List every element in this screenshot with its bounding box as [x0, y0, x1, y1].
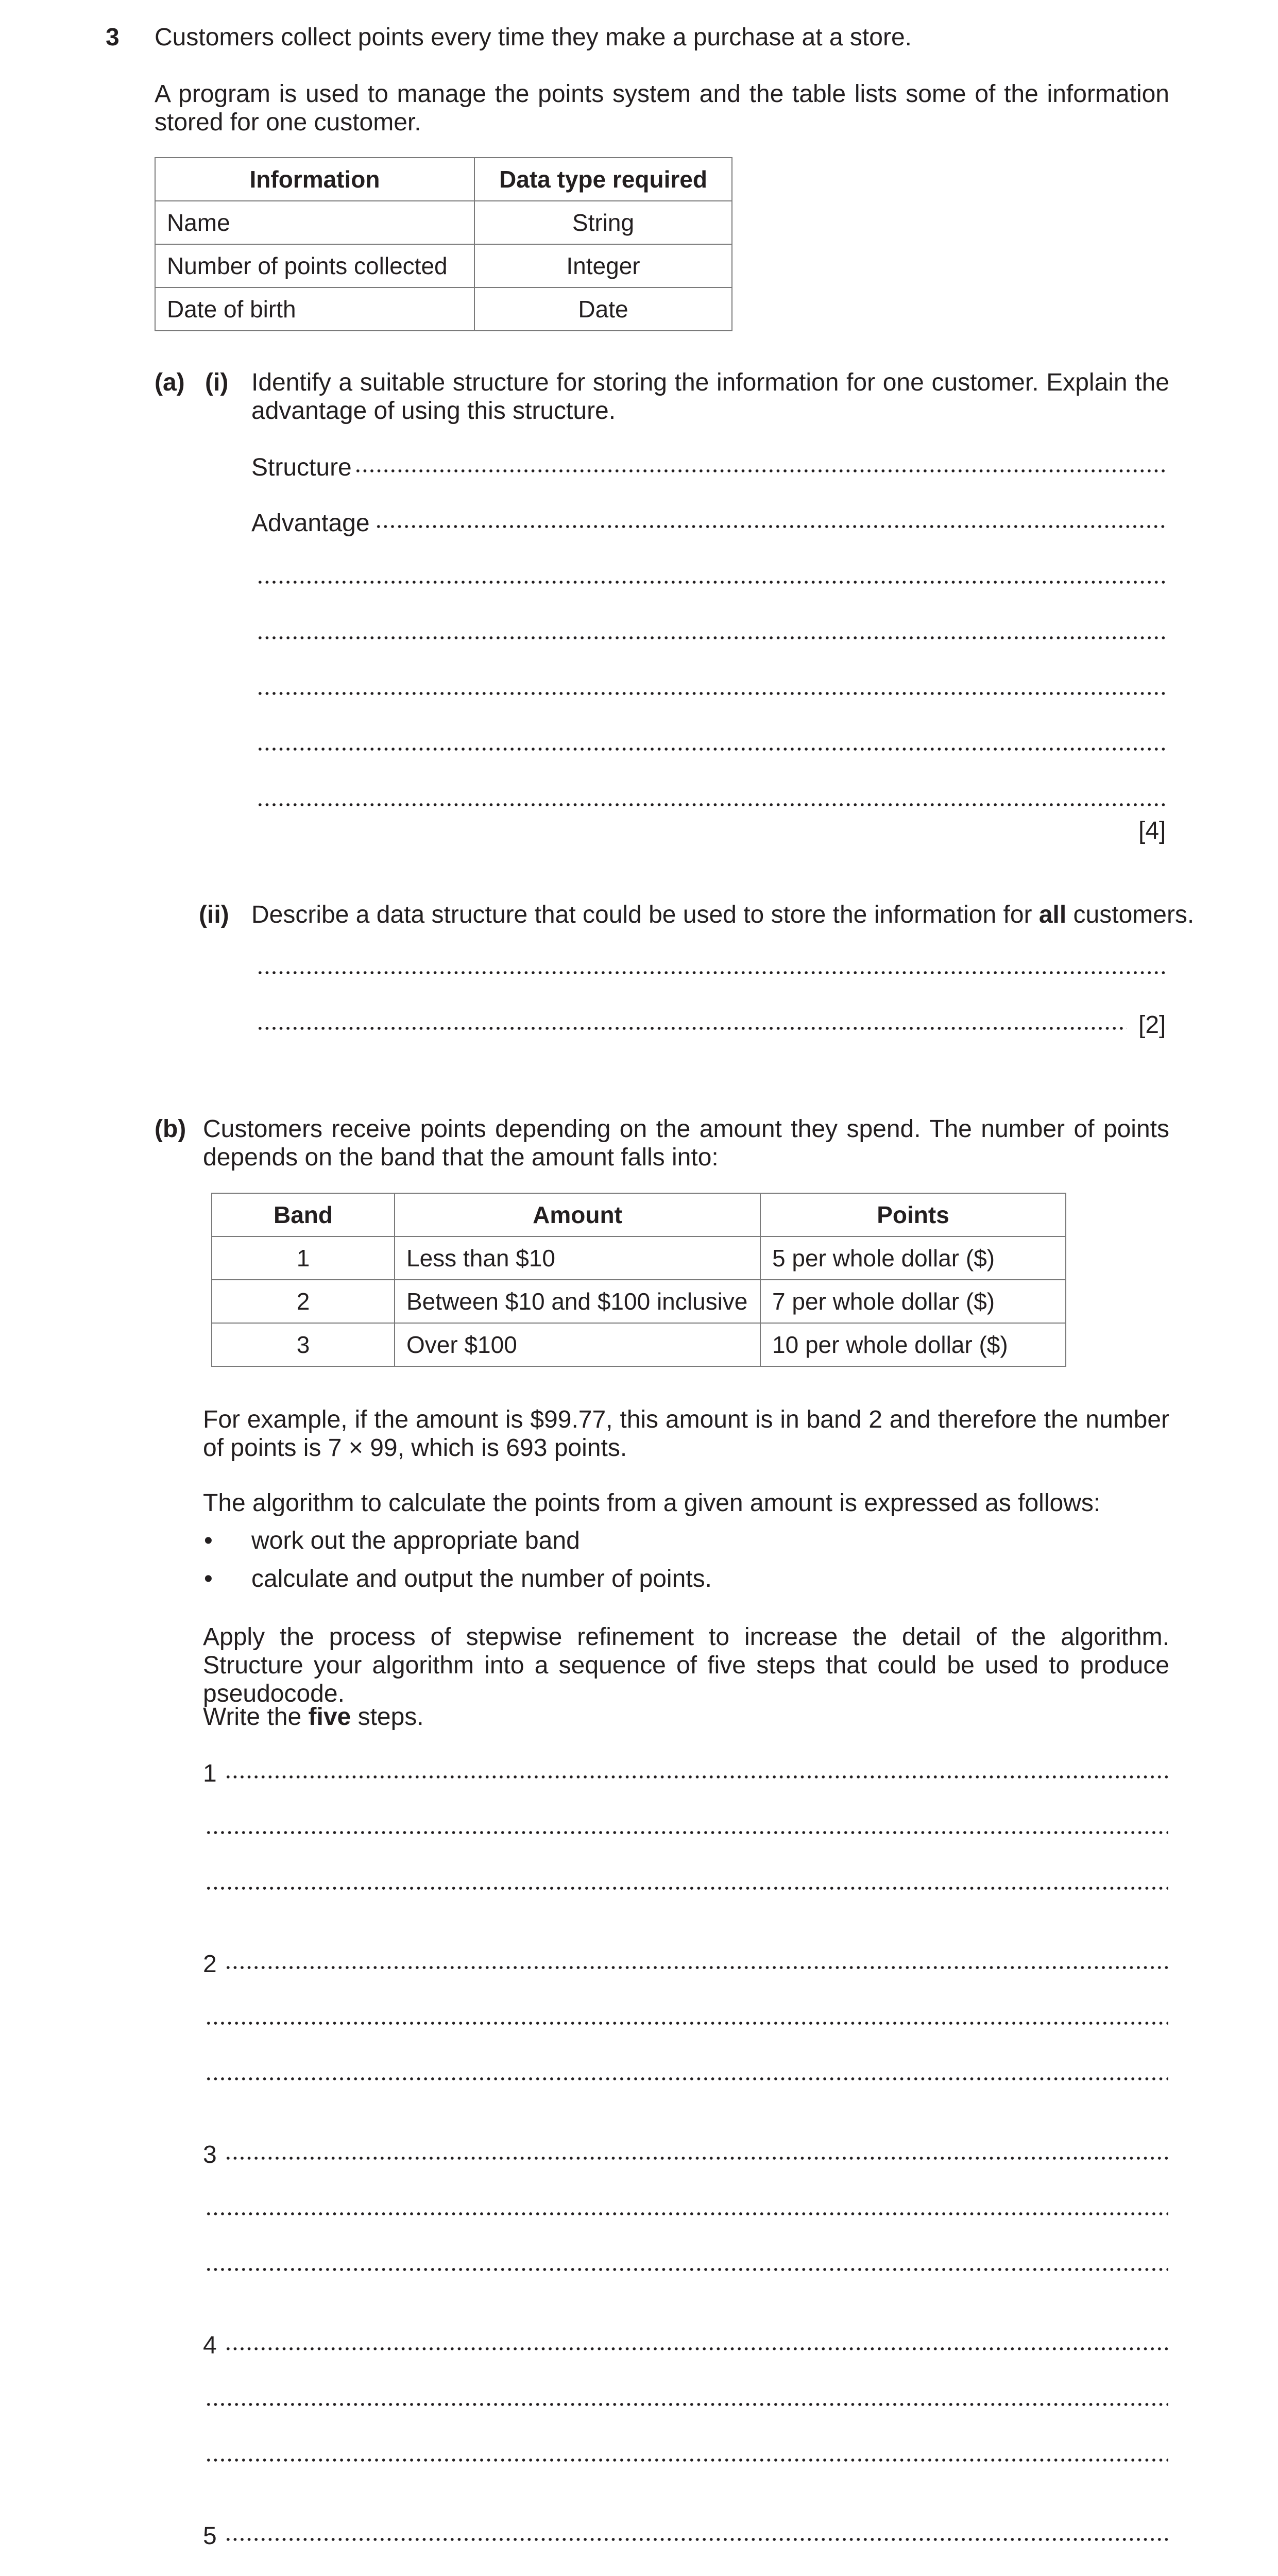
bullet-item: calculate and output the number of points.: [251, 1565, 712, 1592]
step-answer-line[interactable]: [225, 1775, 1168, 1779]
part-a-i-text: Identify a suitable structure for storing the information for one customer. Explain the advantage of using this structure.: [251, 369, 1169, 425]
step-answer-line[interactable]: [205, 2212, 1168, 2216]
answer-line[interactable]: [257, 636, 1168, 640]
table-cell: 2: [212, 1280, 395, 1323]
table-row: [155, 244, 732, 287]
step-number: 4: [203, 2332, 217, 2359]
table-cell: 1: [212, 1236, 395, 1280]
part-a-i-label: (i): [205, 369, 229, 396]
step-number: 1: [203, 1760, 217, 1787]
structure-label: Structure: [251, 454, 352, 481]
step-answer-line[interactable]: [205, 2077, 1168, 2081]
table-header-cell: Information: [155, 158, 474, 201]
table-cell: Between $10 and $100 inclusive: [395, 1280, 760, 1323]
step-answer-line[interactable]: [205, 1831, 1168, 1835]
part-a-ii-marks: [2]: [1138, 1011, 1166, 1039]
part-a-label: (a): [155, 369, 185, 396]
table-header-cell: Band: [212, 1193, 395, 1236]
table-row: [212, 1236, 1066, 1280]
step-answer-line[interactable]: [205, 2402, 1168, 2406]
bullet-item: work out the appropriate band: [251, 1527, 580, 1554]
part-b-label: (b): [155, 1115, 186, 1143]
customer-info-table: [155, 157, 732, 331]
table-header-cell: Amount: [395, 1193, 760, 1236]
part-a-ii-text: [251, 901, 1194, 929]
step-number: 2: [203, 1951, 217, 1978]
answer-line[interactable]: [257, 803, 1168, 807]
step-answer-line[interactable]: [205, 2458, 1168, 2462]
table-header-cell: Points: [760, 1193, 1066, 1236]
table-row: [212, 1280, 1066, 1323]
part-a-ii-text-start: Describe a data structure that could be used to store the information for: [251, 901, 1039, 928]
step-answer-line[interactable]: [205, 2267, 1168, 2272]
points-band-table: [211, 1193, 1066, 1367]
write-text-start: Write the: [203, 1703, 309, 1731]
table-cell: Over $100: [395, 1323, 760, 1366]
answer-line[interactable]: [257, 691, 1168, 696]
part-b-text: Customers receive points depending on the amount they spend. The number of points depends on the band that the amount falls into:: [203, 1115, 1169, 1172]
answer-line[interactable]: [257, 1026, 1127, 1030]
part-a-ii-label: (ii): [199, 901, 229, 928]
step-number: 3: [203, 2141, 217, 2168]
example-text: For example, if the amount is $99.77, this amount is in band 2 and therefore the number of points is 7 × 99, which is 693 points.: [203, 1406, 1169, 1462]
step-answer-line[interactable]: [205, 1886, 1168, 1890]
table-cell: 7 per whole dollar ($): [760, 1280, 1066, 1323]
advantage-label: Advantage: [251, 510, 370, 537]
table-cell: String: [474, 201, 732, 244]
table-header-row: [155, 158, 732, 201]
algorithm-intro: The algorithm to calculate the points from a given amount is expressed as follows:: [203, 1489, 1101, 1517]
step-answer-line[interactable]: [225, 2347, 1168, 2351]
step-answer-line[interactable]: [225, 2537, 1168, 2541]
step-answer-line[interactable]: [205, 2021, 1168, 2025]
write-text-bold: five: [308, 1703, 351, 1731]
question-intro-2: A program is used to manage the points system and the table lists some of the information stored for one customer.: [155, 80, 1169, 137]
table-header-row: [212, 1193, 1066, 1236]
table-cell: Date: [474, 287, 732, 331]
table-cell: Name: [155, 201, 474, 244]
refinement-instructions: Apply the process of stepwise refinement to increase the detail of the algorithm. Structure your algorithm into a sequence of five steps that could be used to produce pseudocode.: [203, 1623, 1169, 1708]
write-steps-instruction: [203, 1703, 424, 1731]
bullet-icon: •: [204, 1565, 213, 1592]
question-number: 3: [106, 24, 120, 51]
table-row: [212, 1323, 1066, 1366]
table-cell: 5 per whole dollar ($): [760, 1236, 1066, 1280]
bullet-icon: •: [204, 1527, 213, 1554]
table-row: [155, 201, 732, 244]
table-row: [155, 287, 732, 331]
step-answer-line[interactable]: [225, 2156, 1168, 2160]
part-a-ii-text-end: customers.: [1066, 901, 1195, 928]
answer-line[interactable]: [257, 747, 1168, 751]
write-text-end: steps.: [351, 1703, 424, 1731]
advantage-answer-line[interactable]: [375, 524, 1168, 529]
step-number: 5: [203, 2522, 217, 2550]
structure-answer-line[interactable]: [354, 469, 1168, 473]
step-answer-line[interactable]: [225, 1965, 1168, 1970]
table-header-cell: Data type required: [474, 158, 732, 201]
answer-line[interactable]: [257, 971, 1168, 975]
part-a-i-marks: [4]: [1138, 817, 1166, 844]
table-cell: Date of birth: [155, 287, 474, 331]
table-cell: 3: [212, 1323, 395, 1366]
table-cell: 10 per whole dollar ($): [760, 1323, 1066, 1366]
table-cell: Number of points collected: [155, 244, 474, 287]
table-cell: Integer: [474, 244, 732, 287]
table-cell: Less than $10: [395, 1236, 760, 1280]
answer-line[interactable]: [257, 580, 1168, 584]
part-a-ii-text-bold: all: [1038, 901, 1067, 928]
question-intro-1: Customers collect points every time they make a purchase at a store.: [155, 24, 912, 51]
